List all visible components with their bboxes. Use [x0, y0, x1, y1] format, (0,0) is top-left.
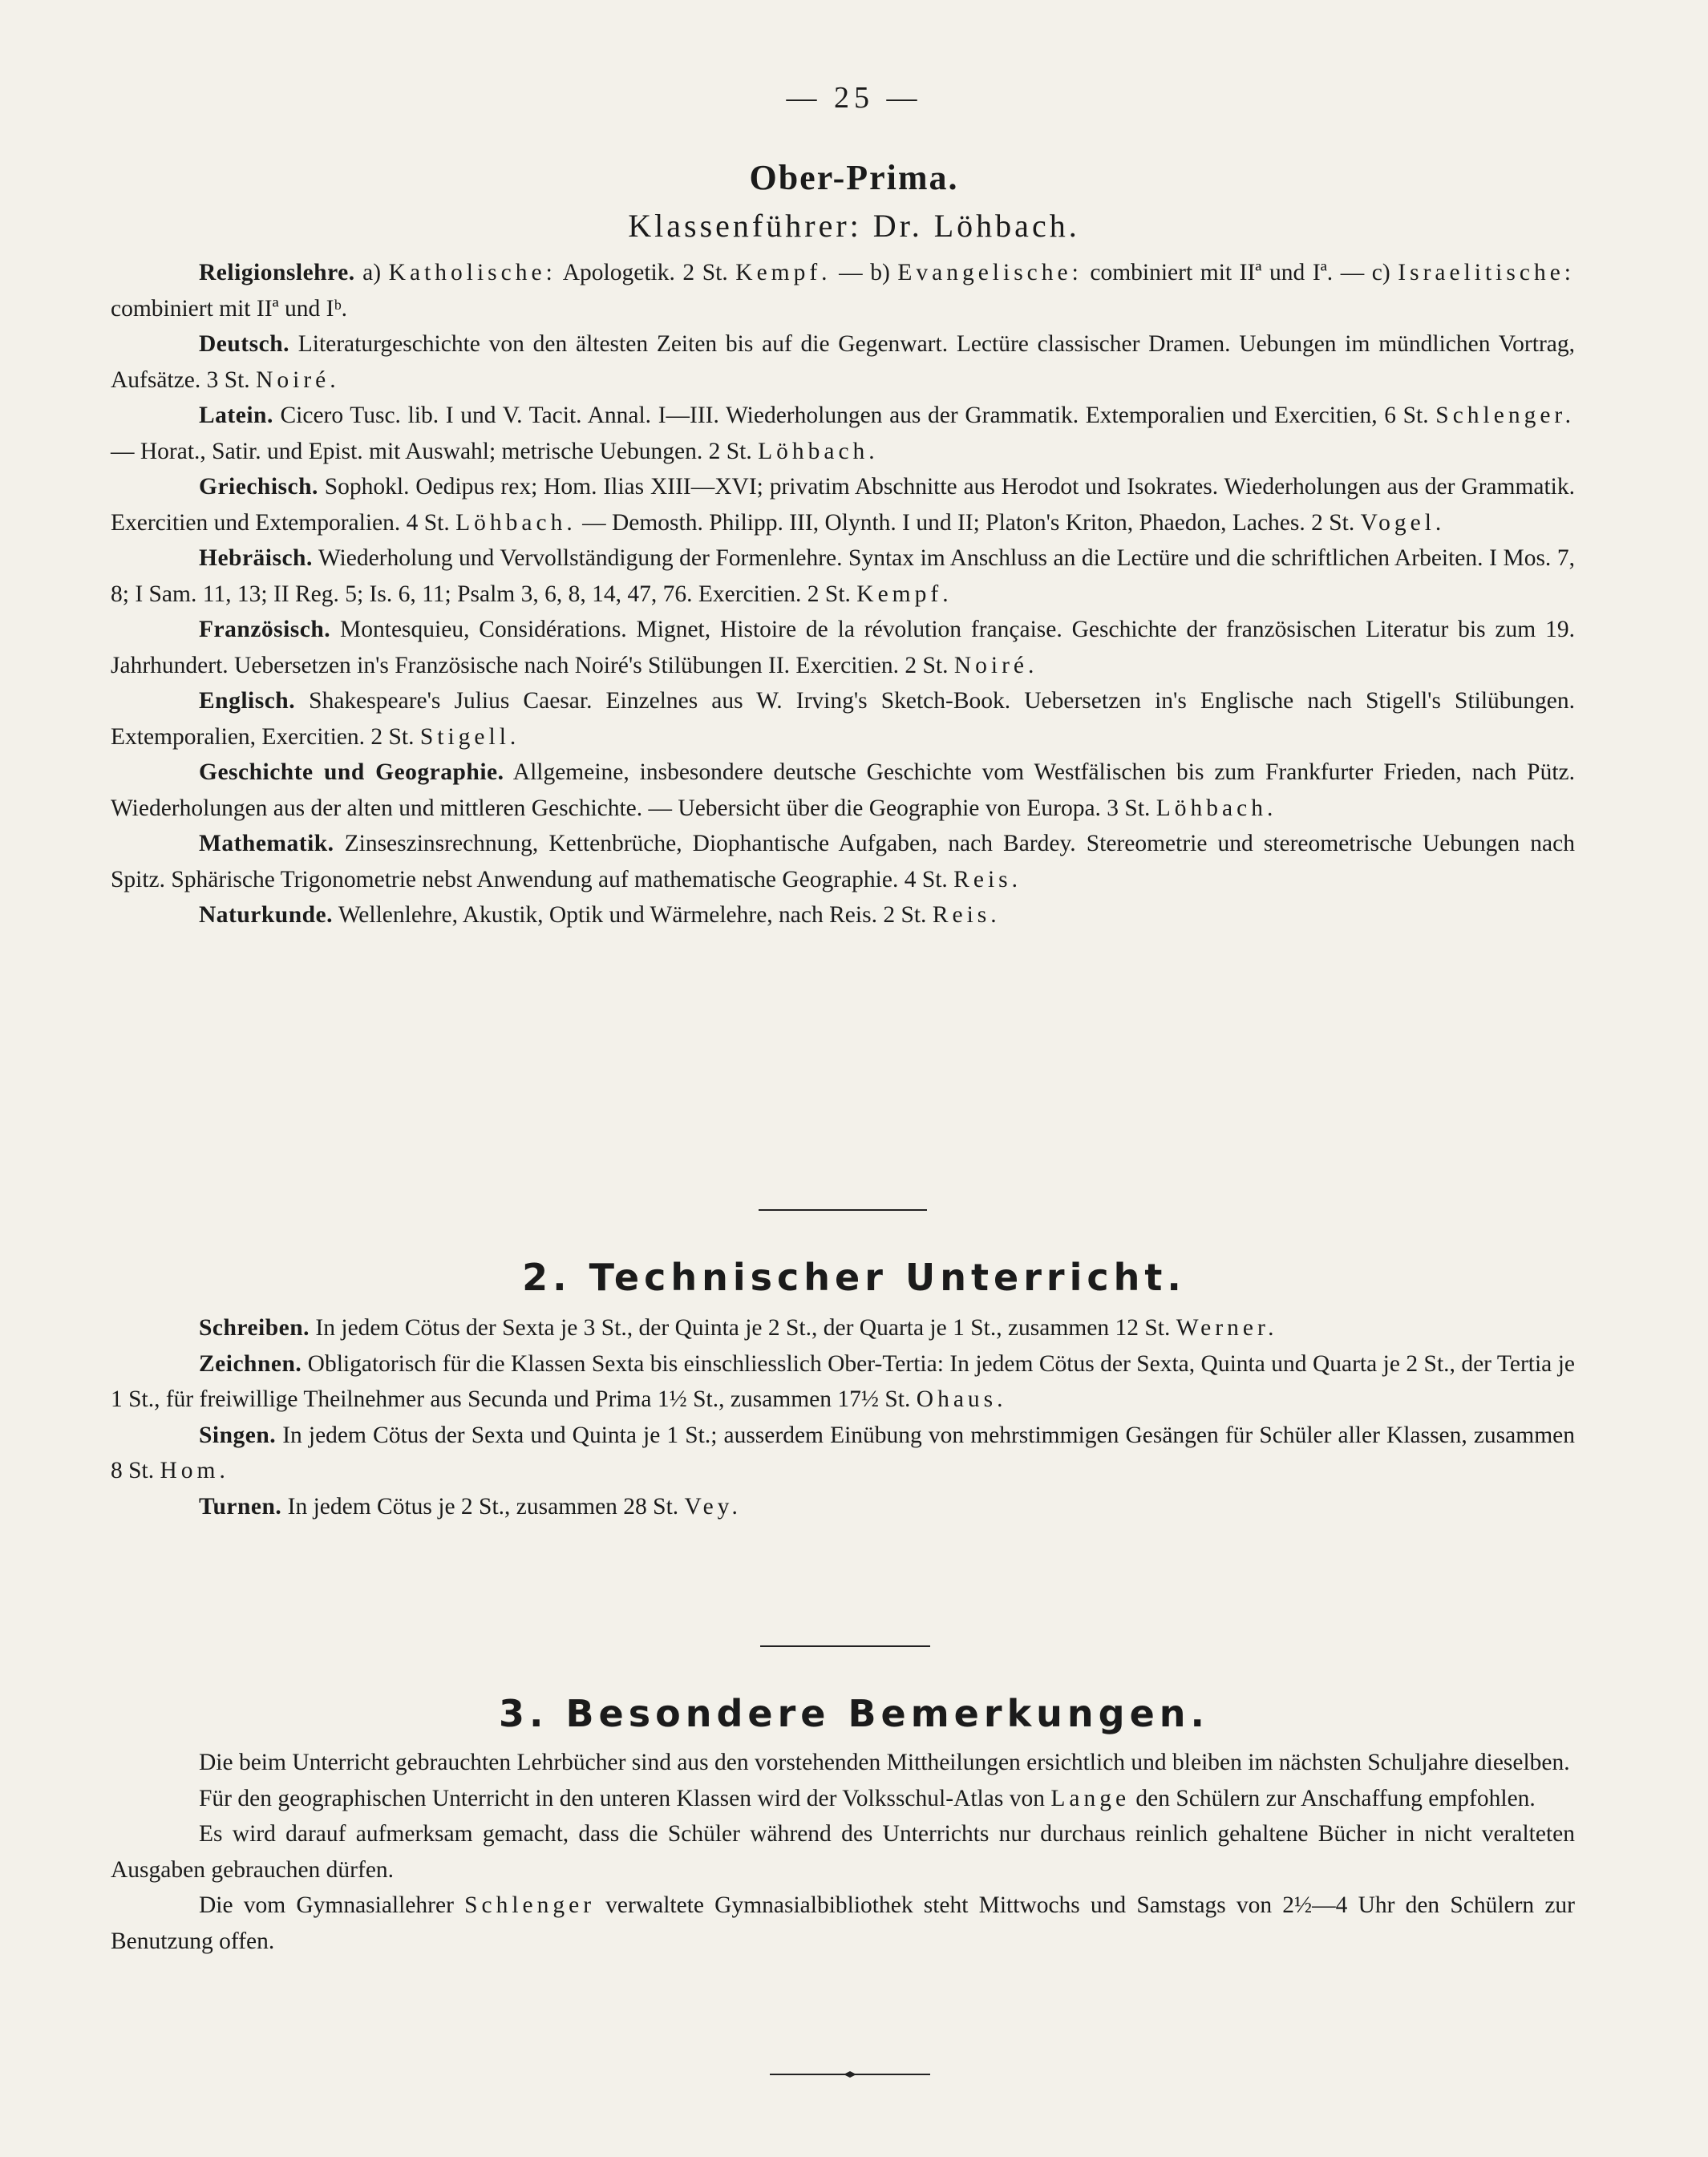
spaced-name: Schlenger	[464, 1892, 596, 1918]
class-leader: Klassenführer: Dr. Löhbach.	[628, 208, 1080, 244]
technical-entry-title: Zeichnen.	[199, 1350, 302, 1377]
section-divider	[759, 1209, 927, 1211]
subject-entry-title: Naturkunde.	[199, 902, 333, 928]
technical-entry-title: Schreiben.	[199, 1315, 310, 1341]
technical-entry	[111, 1310, 1575, 1346]
subject-entry	[111, 826, 1575, 897]
technical-entry	[111, 1418, 1575, 1489]
spaced-name: Israelitische:	[1398, 260, 1575, 285]
technical-entry	[111, 1346, 1575, 1418]
subject-entry	[111, 755, 1575, 826]
text-segment: In jedem Cötus der Sexta und Quinta je 1 St.; ausserdem Einübung von mehrstimmigen Gesängen für Schüler aller Klassen, zusammen 8 St.	[111, 1422, 1575, 1483]
remarks-heading: 3. Besondere Bemerkungen.	[498, 1692, 1210, 1735]
text-segment: Für den geographischen Unterricht in den unteren Klassen wird der Volksschul-Atlas von	[199, 1785, 1051, 1811]
subject-entry-title: Religionslehre.	[199, 260, 355, 285]
technical-entry-title: Singen.	[199, 1422, 277, 1448]
technical-entry-title: Turnen.	[199, 1493, 282, 1520]
text-segment: In jedem Cötus je 2 St., zusammen 28 St.	[281, 1493, 685, 1520]
spaced-name: Stigell.	[419, 723, 520, 750]
subject-entry-title: Geschichte und Geographie.	[199, 759, 504, 785]
subject-entry-title: Griechisch.	[199, 474, 318, 500]
spaced-name: Reis.	[932, 902, 1001, 928]
text-segment: Literaturgeschichte von den ältesten Zeiten bis auf die Gegenwart. Lectüre classischer Dramen. Uebungen im mündlichen Vortrag, Aufsätze. 3 St.	[111, 331, 1575, 393]
spaced-name: Noiré.	[256, 366, 340, 393]
subject-list	[111, 255, 1575, 933]
spaced-name: Kempf.	[856, 581, 953, 607]
text-segment: — b)	[831, 260, 898, 285]
spaced-name: Hom.	[160, 1458, 229, 1483]
technical-list	[111, 1310, 1575, 1524]
text-segment: Montesquieu, Considérations. Mignet, Histoire de la révolution française. Geschichte der französischen Literatur bis zum 19. Jahrhundert. Uebersetzen in's Französische nach Noiré's Stilübungen II. Exercitien. 2 St.	[111, 617, 1575, 678]
spaced-name: Noiré.	[953, 652, 1038, 678]
spaced-name: Evangelische:	[897, 260, 1083, 285]
subject-entry	[111, 612, 1575, 683]
text-segment: Shakespeare's Julius Caesar. Einzelnes aus W. Irving's Sketch-Book. Uebersetzen in's Englische nach Stigell's Stilübungen. Extemporalien, Exercitien. 2 St.	[111, 688, 1575, 750]
text-segment: Es wird darauf aufmerksam gemacht, dass die Schüler während des Unterrichts nur durchaus reinlich gehaltene Bücher in nicht veralteten Ausgaben gebrauchen dürfen.	[111, 1821, 1575, 1883]
end-ornament	[770, 2070, 930, 2078]
technical-heading: 2. Technischer Unterricht.	[522, 1256, 1186, 1299]
text-segment: Apologetik. 2 St.	[556, 260, 736, 285]
text-segment: verwaltete Gymnasialbibliothek steht Mittwochs und Samstags von 2½—4 Uhr den Schülern zur Benutzung offen.	[111, 1892, 1575, 1954]
spaced-name: Schlenger.	[1435, 403, 1575, 428]
subject-entry-title: Französisch.	[199, 617, 331, 642]
text-segment: Cicero Tusc. lib. I und V. Tacit. Annal. I—III. Wiederholungen aus der Grammatik. Extemporalien und Exercitien, 6 St.	[273, 403, 1436, 428]
subject-entry	[111, 326, 1575, 398]
text-segment: — Horat., Satir. und Epist. mit Auswahl; metrische Uebungen. 2 St.	[111, 438, 759, 464]
text-segment: Obligatorisch für die Klassen Sexta bis einschliesslich Ober-Tertia: In jedem Cötus der Sexta, Quinta und Quarta je 2 St., der Tertia je 1 St., für freiwillige Theilnehmer aus Secunda und Prima 1½ St., zusammen 17½ St.	[111, 1350, 1575, 1412]
subject-entry-title: Mathematik.	[199, 831, 334, 856]
section-divider	[760, 1645, 930, 1647]
subject-entry-title: Deutsch.	[199, 331, 289, 357]
spaced-name: Löhbach.	[1156, 795, 1277, 821]
subject-entry-title: Latein.	[199, 403, 273, 428]
subject-entry	[111, 540, 1575, 612]
text-segment: Die vom Gymnasiallehrer	[199, 1892, 465, 1918]
subject-entry	[111, 683, 1575, 755]
text-segment: Wellenlehre, Akustik, Optik und Wärmelehre, nach Reis. 2 St.	[332, 902, 933, 928]
text-segment: Die beim Unterricht gebrauchten Lehrbücher sind aus den vorstehenden Mittheilungen ersichtlich und bleiben im nächsten Schuljahre dieselben.	[199, 1750, 1570, 1775]
subject-entry	[111, 469, 1575, 540]
spaced-name: Ohaus.	[916, 1386, 1007, 1412]
spaced-name: Werner.	[1176, 1315, 1278, 1341]
subject-entry	[111, 897, 1575, 933]
text-segment: den Schülern zur Anschaffung empfohlen.	[1130, 1785, 1536, 1811]
section-title: Ober-Prima.	[749, 158, 959, 197]
remark-paragraph	[111, 1781, 1575, 1817]
text-segment: combiniert mit IIª und Iᵇ.	[111, 295, 347, 322]
technical-entry	[111, 1489, 1575, 1525]
remark-paragraph	[111, 1888, 1575, 1959]
text-segment: Wiederholung und Vervollständigung der Formenlehre. Syntax im Anschluss an die Lectüre und die schriftlichen Arbeiten. I Mos. 7, 8; I Sam. 11, 13; II Reg. 5; Is. 6, 11; Psalm 3, 6, 8, 14, 47, 76. Exercitien. 2 St.	[111, 545, 1575, 607]
spaced-name: Löhbach.	[455, 509, 577, 536]
text-segment: — Demosth. Philipp. III, Olynth. I und II; Platon's Kriton, Phaedon, Laches. 2 St.	[576, 509, 1361, 536]
text-segment: combiniert mit IIª und Iª. — c)	[1082, 260, 1398, 285]
text-segment: Zinseszinsrechnung, Kettenbrüche, Diophantische Aufgaben, nach Bardey. Stereometrie und stereometrische Uebungen nach Spitz. Sphärische Trigonometrie nebst Anwendung auf mathematische Geographie. 4 St.	[111, 831, 1575, 892]
page-number: — 25 —	[786, 81, 922, 115]
spaced-name: Katholische:	[388, 260, 557, 285]
remarks-list	[111, 1745, 1575, 1959]
text-segment: In jedem Cötus der Sexta je 3 St., der Quinta je 2 St., der Quarta je 1 St., zusammen 12 St.	[310, 1315, 1176, 1341]
spaced-name: Reis.	[953, 866, 1022, 892]
text-segment: a)	[354, 260, 389, 285]
text-segment: Sophokl. Oedipus rex; Hom. Ilias XIII—XVI; privatim Abschnitte aus Herodot und Isokrates. Wiederholungen aus der Grammatik. Exercitien und Extemporalien. 4 St.	[111, 474, 1575, 536]
subject-entry	[111, 255, 1575, 326]
spaced-name: Lange	[1050, 1785, 1131, 1811]
remark-paragraph	[111, 1745, 1575, 1781]
subject-entry	[111, 398, 1575, 469]
spaced-name: Vogel.	[1360, 509, 1446, 536]
remark-paragraph	[111, 1816, 1575, 1888]
subject-entry-title: Hebräisch.	[199, 545, 313, 571]
spaced-name: Löhbach.	[758, 438, 879, 464]
spaced-name: Kempf.	[735, 260, 832, 285]
text-segment: Allgemeine, insbesondere deutsche Geschichte vom Westfälischen bis zum Frankfurter Frieden, nach Pütz. Wiederholungen aus der alten und mittleren Geschichte. — Uebersicht über die Geographie von Europa. 3 St.	[111, 759, 1575, 821]
spaced-name: Vey.	[684, 1493, 742, 1520]
subject-entry-title: Englisch.	[199, 688, 296, 714]
